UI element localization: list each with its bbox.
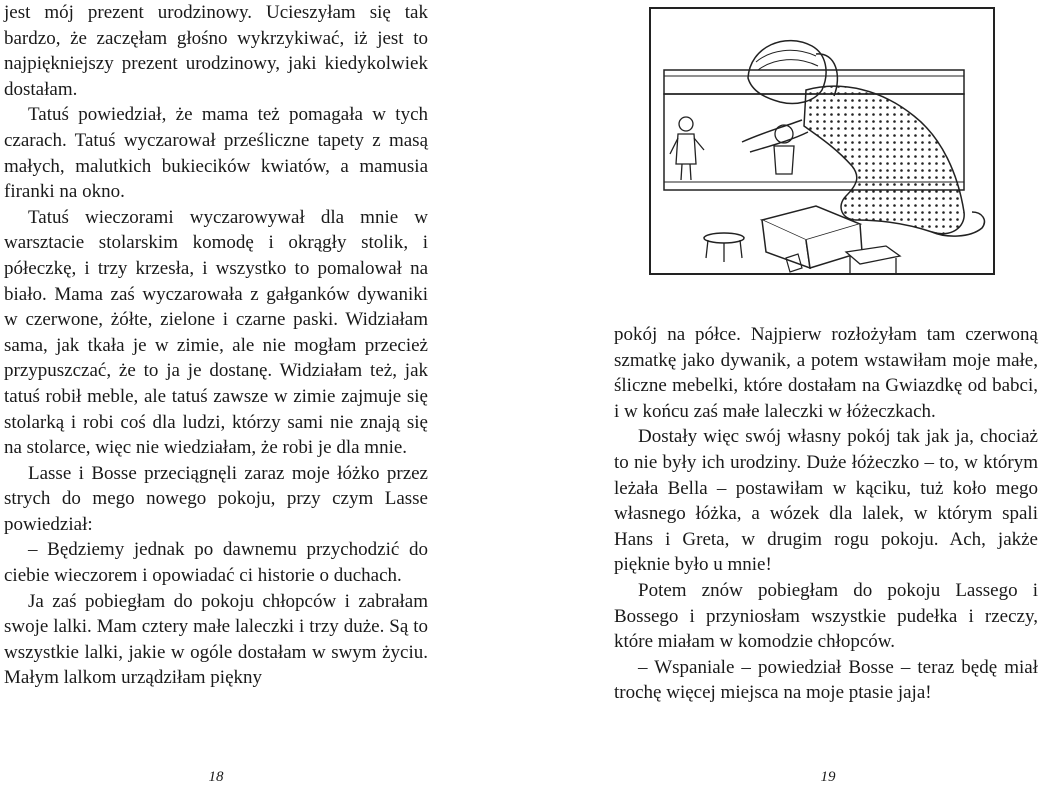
paragraph: Dostały więc swój własny pokój tak jak ja, chociaż to nie były ich urodziny. Duże łóżeczko – to, w którym leżała Bella – postawiłam w kąciku, tuż koło mego własnego łóżka, a wózek dla lalek, w którym spali Hans i Greta, w drugim rogu pokoju. Ach, jakże pięknie było u mnie!	[614, 426, 1038, 576]
paragraph: jest mój prezent urodzinowy. Ucieszyłam się tak bardzo, że zaczęłam głośno wykrzykiwać, iż jest to najpiękniejszy prezent urodzinowy, jaki kiedykolwiek dostałam.	[4, 2, 428, 100]
paragraph: Tatuś wieczorami wyczarowywał dla mnie w warsztacie stolarskim komodę i okrągły stolik, i półeczkę, i trzy krzesła, i wszystko to pomalował na biało. Mama zaś wyczarowała z gałganków dywaniki w czerwone, żółte, zielone i czarne paski. Widziałam sama, jak tkała je w zimie, ale nie mogłam przecież przypuszczać, że to ja je dostanę. Widziałam też, jak tatuś robił meble, ale tatuś zawsze w zimie zajmuje się stolarką i robi coś dla ludzi, którzy sami nie znają się na stolarce, więc nie wiedziałam, że robi je dla mnie.	[4, 206, 428, 459]
left-page-text	[4, 0, 428, 691]
paragraph: Potem znów pobiegłam do pokoju Lassego i Bossego i przyniosłam wszystkie pudełka i rzeczy, które miałam w komodzie chłopców.	[614, 579, 1038, 653]
paragraph: Ja zaś pobiegłam do pokoju chłopców i zabrałam swoje lalki. Mam cztery małe laleczki i trzy duże. Są to wszystkie lalki, jakie w ogóle dostałam w swym życiu. Małym lalkom urządziłam piękny	[4, 590, 428, 689]
right-page-text	[614, 322, 1038, 706]
paragraph: pokój na półce. Najpierw rozłożyłam tam czerwoną szmatkę jako dywanik, a potem wstawiłam moje małe, śliczne mebelki, które dostałam na Gwiazdkę od babci, i w końcu zaś małe laleczki w łóżeczkach.	[614, 324, 1038, 422]
paragraph: Tatuś powiedział, że mama też pomagała w tych czarach. Tatuś wyczarował prześliczne tapety z masą małych, malutkich bukiecików kwiatów, a mamusia firanki na okno.	[4, 104, 428, 203]
paragraph: – Będziemy jednak po dawnemu przychodzić do ciebie wieczorem i opowiadać ci historie o duchach.	[4, 539, 428, 587]
illustration-girl-with-dolls	[646, 6, 998, 278]
illustration-drawing	[646, 6, 998, 278]
paragraph: – Wspaniale – powiedział Bosse – teraz będę miał trochę więcej miejsca na moje ptasie jaja!	[614, 656, 1038, 704]
page-number: 18	[208, 769, 224, 785]
paragraph: Lasse i Bosse przeciągnęli zaraz moje łóżko przez strych do mego nowego pokoju, przy czym Lasse powiedział:	[4, 462, 428, 535]
page-number: 19	[820, 769, 836, 785]
right-page	[520, 0, 1040, 792]
